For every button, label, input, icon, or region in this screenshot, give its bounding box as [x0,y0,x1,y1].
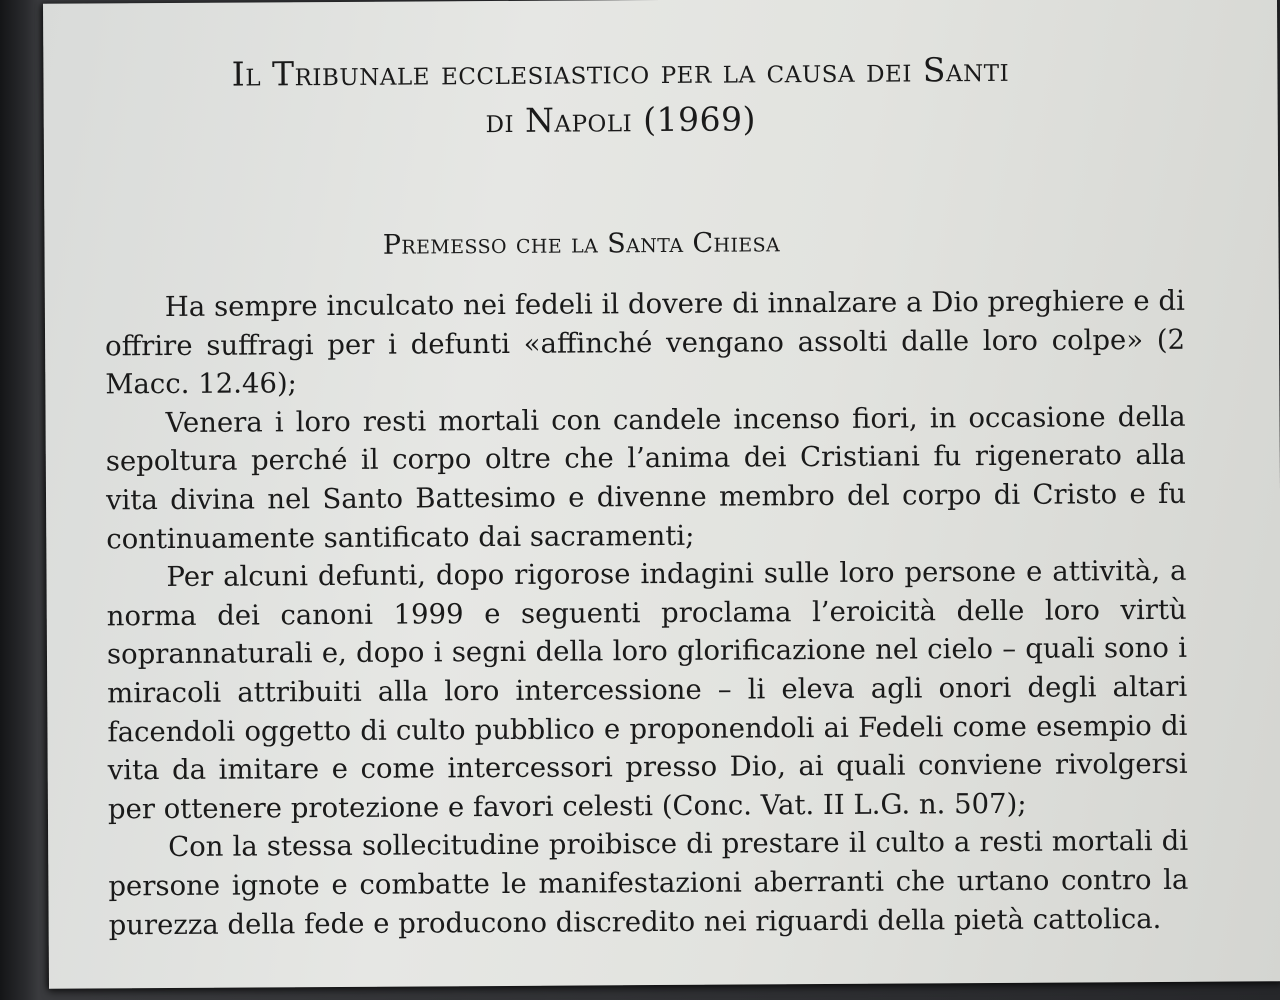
paragraph-4: Con la stessa sollecitudine proibisce di prestare il culto a resti mortali di persone ignote e combatte le manifestazioni aberranti che urtano contro la purezza della fede e producono discredito nei riguardi della pietà cattolica. [108,825,1189,941]
paragraph-2: Venera i loro resti mortali con candele incenso fiori, in occasione della sepoltura perché il corpo oltre che l’anima dei Cristiani fu rigenerato alla vita divina nel Santo Battesimo e divenne membro del corpo di Cristo e fu continuamente santificato dai sacramenti; [105,400,1187,555]
paragraph-1: Ha sempre inculcato nei fedeli il dovere di innalzare a Dio preghiere e di offrire suffragi per i defunti «affinché vengano assolti dalle loro colpe» (2 Macc. 12.46); [104,284,1186,401]
title-line-1: Il Tribunale ecclesiastico per la causa dei Santi [231,49,1010,94]
document-body [105,282,1189,945]
document-title [43,44,1278,148]
title-line-2: di Napoli (1969) [485,99,757,141]
document-sheet [43,0,1280,989]
paragraph-3: Per alcuni defunti, dopo rigorose indagini sulle loro persone e attività, a norma dei canoni 1999 e seguenti proclama l’eroicità delle loro virtù soprannaturali e, dopo i segni della loro glorificazione nel cielo – quali sono i miracoli attribuiti alla loro intercessione – li eleva agli onori degli altari facendoli oggetto di culto pubblico e proponendoli ai Fedeli come esempio di vita da imitare e come intercessori presso Dio, ai quali conviene rivolgersi per ottenere protezione e favori celesti (Conc. Vat. II L.G. n. 507); [106,554,1188,826]
section-heading: Premesso che la Santa Chiesa [382,227,781,261]
